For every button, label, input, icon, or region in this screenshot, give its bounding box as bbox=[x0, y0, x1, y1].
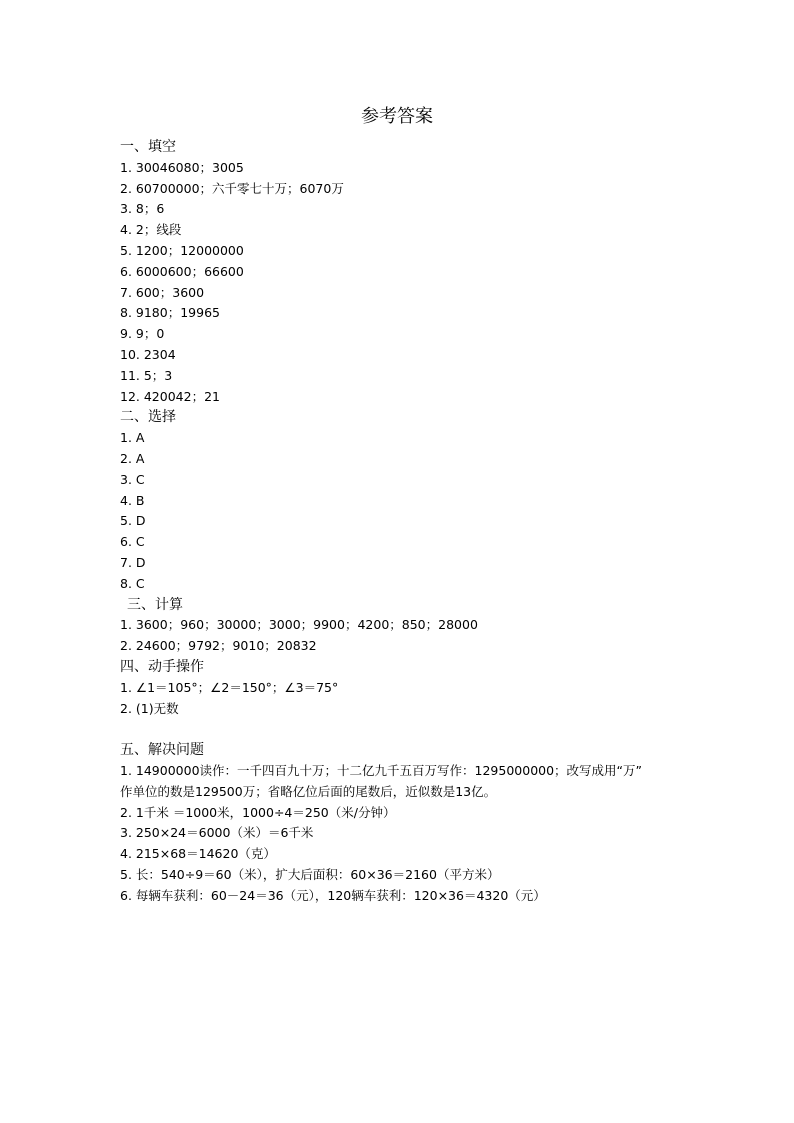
section-heading-calc: 三、计算 bbox=[127, 596, 183, 613]
section-heading-problems: 五、解决问题 bbox=[120, 742, 204, 759]
choice-answer-1: 1. A bbox=[120, 430, 145, 446]
fill-answer-2: 2. 60700000；六千零七十万；6070万 bbox=[120, 180, 344, 196]
choice-answer-6: 6. C bbox=[120, 534, 145, 550]
fill-answer-9: 9. 9；0 bbox=[120, 326, 165, 342]
choice-answer-3: 3. C bbox=[120, 471, 145, 487]
section-heading-choice: 二、选择 bbox=[120, 409, 176, 426]
choice-answer-7: 7. D bbox=[120, 554, 146, 570]
choice-answer-5: 5. D bbox=[120, 513, 146, 529]
fill-answer-5: 5. 1200；12000000 bbox=[120, 242, 244, 258]
problem-answer-3: 3. 250×24＝6000（米）＝6千米 bbox=[120, 825, 314, 841]
choice-answer-8: 8. C bbox=[120, 575, 145, 591]
fill-answer-12: 12. 420042；21 bbox=[120, 388, 220, 404]
problem-answer-6: 6. 每辆车获利：60－24＝36（元），120辆车获利：120×36＝4320（元） bbox=[120, 887, 546, 903]
blank-spacer bbox=[120, 719, 720, 740]
section-heading-hands-on: 四、动手操作 bbox=[120, 658, 204, 675]
document-title: 参考答案 bbox=[361, 106, 433, 127]
problem-answer-1-line-1: 1. 14900000读作：一千四百九十万；十二亿九千五百万写作：1295000000；改写成用“万” bbox=[120, 762, 643, 778]
fill-answer-1: 1. 30046080；3005 bbox=[120, 159, 244, 175]
problem-answer-5: 5. 长：540÷9＝60（米），扩大后面积：60×36＝2160（平方米） bbox=[120, 866, 500, 882]
fill-answer-8: 8. 9180；19965 bbox=[120, 305, 220, 321]
answer-content bbox=[120, 137, 720, 906]
fill-answer-3: 3. 8；6 bbox=[120, 201, 165, 217]
section-heading-fill: 一、填空 bbox=[120, 139, 176, 155]
problem-answer-2: 2. 1千米 ＝1000米，1000÷4＝250（米/分钟） bbox=[120, 804, 396, 820]
choice-answer-4: 4. B bbox=[120, 492, 145, 508]
fill-answer-10: 10. 2304 bbox=[120, 346, 176, 362]
problem-answer-1-line-2: 作单位的数是129500万；省略亿位后面的尾数后，近似数是13亿。 bbox=[120, 783, 497, 799]
problem-answer-4: 4. 215×68＝14620（克） bbox=[120, 846, 276, 862]
hands-on-answer-2: 2. (1)无数 bbox=[120, 700, 179, 716]
calc-answer-1: 1. 3600；960；30000；3000；9900；4200；850；28000 bbox=[120, 617, 478, 633]
fill-answer-7: 7. 600；3600 bbox=[120, 284, 205, 300]
hands-on-answer-1: 1. ∠1＝105°；∠2＝150°；∠3＝75° bbox=[120, 679, 339, 695]
calc-answer-2: 2. 24600；9792；9010；20832 bbox=[120, 638, 317, 654]
fill-answer-11: 11. 5；3 bbox=[120, 367, 173, 383]
fill-answer-6: 6. 6000600；66600 bbox=[120, 263, 244, 279]
choice-answer-2: 2. A bbox=[120, 450, 145, 466]
fill-answer-4: 4. 2；线段 bbox=[120, 222, 182, 238]
